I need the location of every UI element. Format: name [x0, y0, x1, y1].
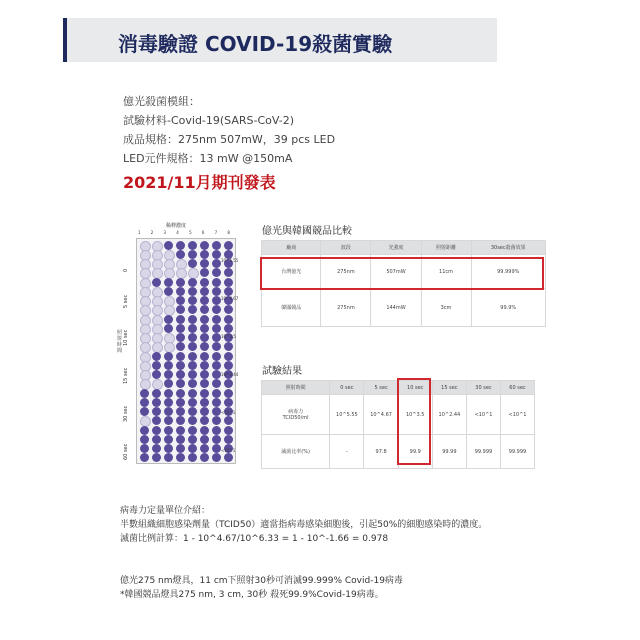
table-cell: 3cm — [421, 289, 471, 327]
row-label-line: TCID50/ml — [282, 415, 309, 421]
plate-well — [188, 324, 197, 333]
time-row-label: 30 sec — [123, 405, 129, 422]
plate-well — [200, 361, 209, 370]
plate-well — [188, 379, 197, 388]
plate-well — [140, 444, 149, 453]
plate-well — [212, 296, 221, 305]
table-cell: 275nm — [321, 289, 371, 327]
well-grid — [136, 238, 239, 464]
plate-well — [200, 379, 209, 388]
plate-well — [188, 416, 197, 425]
plate-well — [224, 324, 233, 333]
plate-well — [176, 426, 185, 435]
summary-line: *韓國競品燈具275 nm, 3 cm, 30秒 殺死99.9%Covid-19病毒。 — [120, 590, 384, 600]
plate-well — [188, 250, 197, 259]
virulence-value: 10^2.44 — [221, 372, 239, 377]
page-title: 消毒驗證 COVID-19殺菌實驗 — [118, 32, 393, 56]
plate-well — [176, 287, 185, 296]
plate-well — [176, 250, 185, 259]
plate-well — [176, 379, 185, 388]
plate-well — [176, 389, 185, 398]
plate-well — [212, 259, 221, 268]
column-header: 30sec殺菌效果 — [471, 241, 546, 255]
table-header-row — [262, 241, 546, 255]
table-cell: 97.8 — [364, 435, 398, 469]
column-header: 0 sec — [330, 381, 364, 395]
column-header: 15 sec — [432, 381, 466, 395]
dilution-number: 3 — [163, 230, 167, 235]
compare-title: 億光與韓國競品比較 — [262, 226, 352, 237]
plate-well — [200, 268, 209, 277]
table-cell: 11cm — [421, 255, 471, 289]
plate-well — [224, 352, 233, 361]
table-cell: <10^1 — [500, 395, 534, 435]
plate-well — [200, 444, 209, 453]
column-header: 5 sec — [364, 381, 398, 395]
plate-well — [200, 352, 209, 361]
plate-well — [200, 278, 209, 287]
plate-well — [188, 278, 197, 287]
column-header: 照射時間 — [262, 381, 330, 395]
plate-well — [224, 435, 233, 444]
plate-well — [188, 435, 197, 444]
plate-well — [212, 333, 221, 342]
plate-well — [212, 268, 221, 277]
virulence-value: 10^4.67 — [221, 296, 239, 301]
plate-well — [188, 305, 197, 314]
plate-well — [164, 398, 173, 407]
time-row-label: 10 sec — [123, 329, 129, 346]
plate-well — [176, 278, 185, 287]
intro-line: 成品規格：275nm 507mW，39 pcs LED — [123, 133, 336, 146]
plate-well — [224, 361, 233, 370]
dilution-number: 6 — [201, 230, 205, 235]
plate-well — [140, 398, 149, 407]
plate-well — [224, 287, 233, 296]
plate-well — [188, 361, 197, 370]
summary-line: 億光275 nm燈具，11 cm下照射30秒可消滅99.999% Covid-19病毒 — [120, 576, 403, 586]
plate-well — [212, 389, 221, 398]
plate-well — [200, 453, 209, 462]
plate-well — [152, 278, 161, 287]
plate-well — [200, 296, 209, 305]
plate-well — [152, 453, 161, 462]
plate-well — [200, 250, 209, 259]
plate-well — [200, 398, 209, 407]
definition-title: 病毒力定量單位介紹： — [120, 506, 211, 516]
plate-well — [152, 398, 161, 407]
plate-well — [212, 287, 221, 296]
plate-well — [152, 435, 161, 444]
plate-well — [188, 398, 197, 407]
plate-well — [200, 370, 209, 379]
plate-well — [212, 398, 221, 407]
plate-well — [152, 426, 161, 435]
intro-line: LED元件規格：13 mW @150mA — [123, 152, 293, 165]
table-cell: 韓國競品 — [262, 289, 321, 327]
plate-well — [164, 407, 173, 416]
plate-well — [212, 435, 221, 444]
plate-well — [164, 324, 173, 333]
dilution-number: 5 — [189, 230, 192, 235]
plate-well — [224, 268, 233, 277]
plate-well — [176, 296, 185, 305]
plate-well — [212, 370, 221, 379]
virulence-value: <10^1 — [221, 410, 236, 415]
plate-well — [212, 324, 221, 333]
plate-well — [176, 361, 185, 370]
plate-well — [224, 278, 233, 287]
plate-well — [212, 426, 221, 435]
plate-well — [200, 315, 209, 324]
plate-well — [200, 435, 209, 444]
plate-well — [200, 426, 209, 435]
table-cell: 10^4.67 — [364, 395, 398, 435]
plate-well — [176, 435, 185, 444]
plate-well — [224, 315, 233, 324]
plate-well — [200, 324, 209, 333]
plate-well — [224, 398, 233, 407]
plate-well — [152, 407, 161, 416]
plate-well — [176, 453, 185, 462]
plate-well — [164, 435, 173, 444]
plate-well — [176, 416, 185, 425]
column-header: 波段 — [321, 241, 371, 255]
time-row-label: 15 sec — [123, 367, 129, 384]
plate-well — [176, 333, 185, 342]
time-row-label: 5 sec — [123, 294, 129, 308]
dilution-number: 2 — [150, 230, 154, 235]
table-cell: 275nm — [321, 255, 371, 289]
table-cell: 10^2.44 — [432, 395, 466, 435]
plate-well — [188, 296, 197, 305]
table-cell: 99.999 — [500, 435, 534, 469]
plate-well — [164, 287, 173, 296]
plate-well — [188, 315, 197, 324]
plate-well — [164, 241, 173, 250]
plate-well — [176, 352, 185, 361]
plate-well — [152, 352, 161, 361]
plate-well — [188, 287, 197, 296]
plate-well — [140, 453, 149, 462]
plate-well — [212, 444, 221, 453]
time-row-label: 0 — [123, 268, 129, 272]
plate-well — [164, 379, 173, 388]
table-cell: 台灣億光 — [262, 255, 321, 289]
table-cell: 507mW — [371, 255, 421, 289]
calculation-text: 滅菌比例計算：1 - 10^4.67/10^6.33 = 1 - 10^-1.66 = 0.978 — [120, 534, 389, 544]
virulence-value: <10^1 — [221, 448, 236, 453]
irradiation-time-label: 照射時間 — [117, 330, 123, 354]
plate-well — [176, 444, 185, 453]
results-title: 試驗結果 — [262, 366, 302, 377]
table-cell: 10^5.55 — [330, 395, 364, 435]
column-header: 60 sec — [500, 381, 534, 395]
plate-well — [176, 370, 185, 379]
plate-well — [200, 305, 209, 314]
plate-well — [200, 389, 209, 398]
plate-well — [164, 416, 173, 425]
plate-well — [224, 389, 233, 398]
plate-well — [164, 315, 173, 324]
plate-well — [164, 278, 173, 287]
dilution-label: 稀釋濃度 — [165, 223, 186, 229]
plate-well — [164, 426, 173, 435]
plate-well — [140, 435, 149, 444]
column-header: 30 sec — [466, 381, 500, 395]
plate-well — [212, 352, 221, 361]
plate-well — [188, 444, 197, 453]
plate-well — [176, 324, 185, 333]
plate-well — [176, 315, 185, 324]
highlight-box — [260, 257, 544, 290]
plate-well — [212, 361, 221, 370]
plate-well — [164, 453, 173, 462]
row-label: 滅菌比率(%) — [262, 435, 330, 469]
plate-well — [188, 389, 197, 398]
time-row-label: 60 sec — [123, 443, 129, 460]
plate-well — [188, 259, 197, 268]
row-label-line: 病毒力 — [288, 409, 304, 415]
table-row — [262, 289, 546, 327]
plate-well — [212, 315, 221, 324]
plate-well — [152, 416, 161, 425]
table-cell: 99.999 — [466, 435, 500, 469]
column-header: 照射距離 — [421, 241, 471, 255]
column-header: 光強度 — [371, 241, 421, 255]
plate-well — [212, 278, 221, 287]
dilution-number: 1 — [138, 230, 141, 235]
plate-well — [188, 333, 197, 342]
plate-well — [188, 426, 197, 435]
plate-well — [140, 407, 149, 416]
plate-well — [224, 305, 233, 314]
table-cell: 99.99 — [432, 435, 466, 469]
dilution-number: 7 — [214, 230, 218, 235]
intro-line: 億光殺菌模組： — [123, 95, 200, 108]
column-header: 10 sec — [398, 381, 432, 395]
plate-well — [212, 407, 221, 416]
plate-well — [176, 407, 185, 416]
plate-well — [224, 416, 233, 425]
plate-well — [164, 389, 173, 398]
plate-well — [200, 333, 209, 342]
plate-well — [164, 444, 173, 453]
plate-well — [200, 241, 209, 250]
plate-well — [164, 352, 173, 361]
plate-well — [212, 342, 221, 351]
plate-well — [212, 305, 221, 314]
plate-well — [164, 361, 173, 370]
plate-well — [140, 426, 149, 435]
publication-date: 2021/11月期刊發表 — [123, 173, 276, 192]
plate-well — [176, 241, 185, 250]
plate-well — [224, 453, 233, 462]
plate-well — [200, 342, 209, 351]
plate-well — [176, 305, 185, 314]
plate-well — [188, 352, 197, 361]
table-cell: - — [330, 435, 364, 469]
plate-well — [212, 379, 221, 388]
plate-well — [188, 342, 197, 351]
dilution-number: 4 — [176, 230, 179, 235]
plate-well — [212, 416, 221, 425]
highlight-box — [397, 378, 431, 465]
plate-well — [152, 444, 161, 453]
plate-well — [200, 259, 209, 268]
plate-well — [224, 426, 233, 435]
table-cell: 99.9% — [471, 289, 546, 327]
plate-well — [188, 370, 197, 379]
plate-well — [188, 241, 197, 250]
plate-well — [164, 370, 173, 379]
table-cell: <10^1 — [466, 395, 500, 435]
plate-well — [200, 407, 209, 416]
row-label — [262, 395, 330, 435]
table-cell: 10^3.5 — [398, 395, 432, 435]
plate-well — [224, 342, 233, 351]
well-plate-figure — [116, 222, 246, 472]
table-cell: 99.9 — [398, 435, 432, 469]
virulence-value: 10^3.5 — [221, 334, 236, 339]
virulence-value: 10^5.55 — [221, 258, 239, 263]
plate-well — [188, 407, 197, 416]
table-cell: 99.999% — [471, 255, 546, 289]
intro-line: 試驗材料-Covid-19(SARS-CoV-2) — [123, 114, 295, 127]
plate-well — [200, 287, 209, 296]
plate-well — [224, 241, 233, 250]
plate-well — [224, 379, 233, 388]
plate-well — [152, 389, 161, 398]
plate-well — [212, 250, 221, 259]
plate-well — [152, 370, 161, 379]
plate-well — [176, 342, 185, 351]
plate-well — [176, 398, 185, 407]
table-cell: 144mW — [371, 289, 421, 327]
plate-well — [212, 453, 221, 462]
column-header: 廠商 — [262, 241, 321, 255]
plate-well — [188, 453, 197, 462]
dilution-number: 8 — [227, 230, 230, 235]
plate-well — [200, 416, 209, 425]
dilution-numbers — [138, 230, 230, 238]
intro-block — [123, 92, 335, 168]
definition-text: 半數組織細胞感染劑量（TCID50）適當指病毒感染細胞後，引起50%的細胞感染時的濃度。 — [120, 520, 488, 530]
plate-well — [140, 389, 149, 398]
plate-well — [152, 361, 161, 370]
plate-well — [212, 241, 221, 250]
